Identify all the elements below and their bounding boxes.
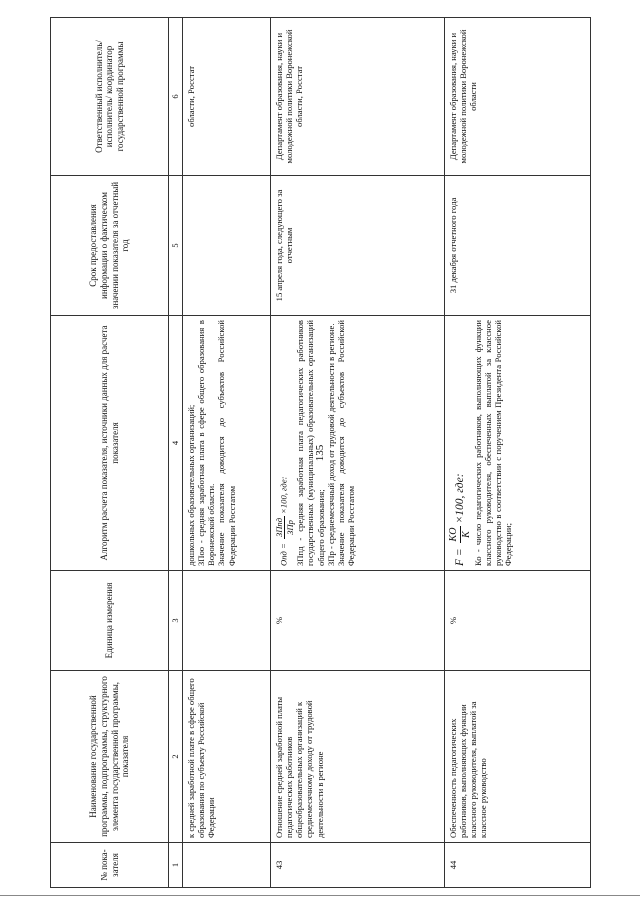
header-cell-unit: Единица измерения — [51, 571, 169, 671]
indicator-name: Отношение средней заработной платы педагогических работников общеобразовательных организаций к среднемесячному доходу от трудовой деятельности в регионе — [271, 671, 445, 843]
col-number: 1 — [169, 843, 183, 888]
page-number: 135 — [314, 444, 326, 462]
deadline — [183, 176, 271, 316]
algorithm-line: ЗПпд - средняя заработная плата педагогических работников государственных (муниципальных) образовательных организаций общего образования; — [295, 320, 326, 566]
col-number: 5 — [169, 176, 183, 316]
responsible: области, Росстат — [183, 18, 271, 176]
deadline: 15 апреля года, следующего за отчетным — [271, 176, 445, 316]
algorithm — [445, 316, 591, 571]
table-header-row — [51, 18, 169, 888]
document-table-rotated — [50, 18, 590, 888]
formula — [448, 320, 473, 566]
header-cell-name: Наименование государственной программы, подпрограммы, структурного элемента государственной программы, показателя — [51, 671, 169, 843]
col-number: 6 — [169, 18, 183, 176]
responsible: Департамент образования, науки и молодежной политики Воронежской области — [445, 18, 591, 176]
formula-fraction — [274, 516, 295, 539]
row-number: 44 — [445, 843, 591, 888]
formula-lhs: Опд = — [278, 541, 289, 566]
responsible: Департамент образования, науки и молодежной политики Воронежской области, Росстат — [271, 18, 445, 176]
table-row — [183, 18, 271, 888]
algorithm — [183, 316, 271, 571]
formula-numerator: KO — [448, 527, 459, 542]
row-number: 43 — [271, 843, 445, 888]
unit — [183, 571, 271, 671]
header-cell-deadline: Срок предоставления информации о фактическом значении показателя за отчетный год — [51, 176, 169, 316]
formula-denominator: ЗПр — [285, 520, 296, 535]
algorithm-line: дошкольных образовательных организаций; — [186, 404, 196, 566]
unit: % — [271, 571, 445, 671]
column-number-row — [169, 18, 183, 888]
indicators-table — [50, 17, 591, 888]
table-row — [445, 18, 591, 888]
unit: % — [445, 571, 591, 671]
algorithm-line: ЗПоо - средняя заработная плата в сфере общего образования в Воронежской области. — [196, 320, 217, 566]
indicator-name: к средней заработной плате в сфере общего образования по субъекту Российской Федерации — [183, 671, 271, 843]
algorithm-line: Значение показателя доводится до субъектов Российской Федерации Росстатом — [335, 320, 356, 566]
formula-fraction — [448, 526, 473, 544]
formula-rhs: ×100, где: — [453, 473, 466, 524]
algorithm — [271, 316, 445, 571]
algorithm-line: Ко - число педагогических работников, выполняющих функции классного руководителя, обеспеченных выплатой за классное руководство в соответствии с поручением Президента Российской Федерации; — [472, 320, 514, 566]
header-cell-number: № пока-зателя — [51, 843, 169, 888]
algorithm-line: ЗПр - среднемесячный доход от трудовой деятельности в регионе. — [325, 323, 336, 566]
formula — [274, 320, 295, 566]
indicator-name: Обеспеченность педагогических работников, выполняющих функции классного руководителя, выплатой за классное руководство — [445, 671, 591, 843]
algorithm-line: Значение показателя доводится до субъектов Российской Федерации Росстатом — [216, 320, 237, 566]
header-cell-algorithm: Алгоритм расчета показателя, источники данных для расчета показателя — [51, 316, 169, 571]
scan-edge-line — [0, 895, 640, 896]
formula-lhs: F = — [453, 545, 466, 566]
header-cell-responsible: Ответственный исполнитель/ исполнитель/ координатор государственной программы — [51, 18, 169, 176]
col-number: 3 — [169, 571, 183, 671]
table-row — [271, 18, 445, 888]
formula-numerator: ЗПпд — [274, 517, 284, 538]
deadline: 31 декабря отчетного года — [445, 176, 591, 316]
row-number — [183, 843, 271, 888]
col-number: 4 — [169, 316, 183, 571]
formula-rhs: ×100, где: — [278, 476, 289, 514]
formula-denominator: K — [460, 531, 472, 538]
col-number: 2 — [169, 671, 183, 843]
